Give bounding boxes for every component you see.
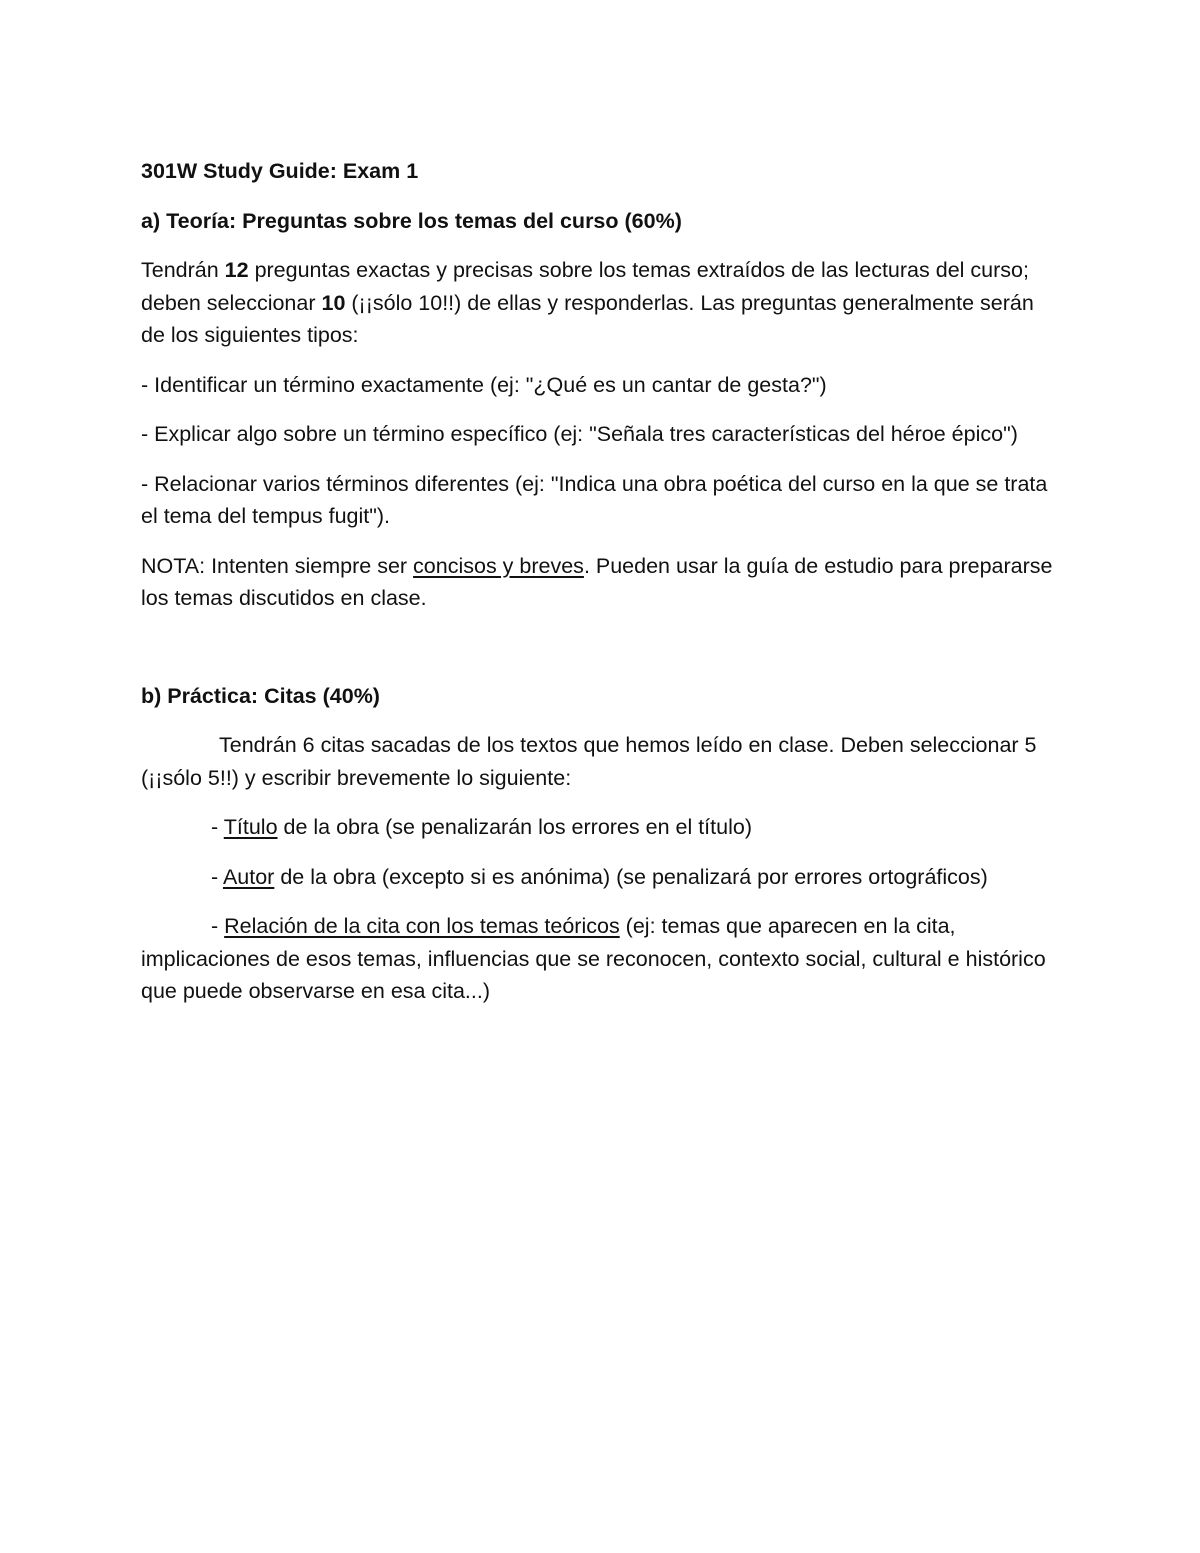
item-2-dash: - [211, 864, 223, 889]
section-b-item-1 [141, 811, 1061, 844]
section-b-intro: Tendrán 6 citas sacadas de los textos que hemos leído en clase. Deben seleccionar 5 (¡¡sólo 5!!) y escribir brevemente lo siguiente: [141, 733, 1037, 790]
item-3-rest: (ej: temas que aparecen en la cita, implicaciones de esos temas, influencias que se reconocen, contexto social, cultural e histórico que puede observarse en esa cita...) [141, 914, 1046, 1003]
section-a-item-2: - Explicar algo sobre un término específico (ej: "Señala tres características del héroe épico") [141, 422, 1018, 446]
intro-text-2: preguntas exactas y precisas sobre los temas extraídos de las lecturas del curso; deben seleccionar [141, 258, 1029, 315]
item-2-underlined: Autor [222, 864, 275, 889]
intro-text-3: (¡¡sólo 10!!) de ellas y responderlas. Las preguntas generalmente serán de los siguientes tipos: [141, 290, 1034, 347]
intro-text-1: Tendrán [141, 258, 225, 282]
section-b-heading: b) Práctica: Citas (40%) [141, 683, 380, 708]
item-3-dash: - [211, 914, 225, 938]
note-text-2: . Pueden usar la guía de estudio para prepararse los temas discutidos en clase. [141, 553, 1053, 610]
item-1-rest: de la obra (se penalizarán los errores en el título) [277, 815, 752, 839]
intro-number-10: 10 [321, 290, 346, 315]
item-2-rest: de la obra (excepto si es anónima) (se penalizará por errores ortográficos) [274, 864, 988, 889]
section-a-item-3: - Relacionar varios términos diferentes (ej: "Indica una obra poética del curso en la que se trata el tema del tempus fugit"). [141, 471, 1048, 528]
section-a-intro [141, 254, 1061, 352]
note-underlined: concisos y breves [413, 553, 584, 578]
document-body [141, 155, 1061, 1025]
section-b-item-2 [141, 861, 1061, 894]
intro-number-12: 12 [224, 258, 249, 282]
item-3-underlined: Relación de la cita con los temas teóricos [224, 914, 620, 938]
note-text-1: NOTA: Intenten siempre ser [141, 553, 414, 578]
item-1-dash: - [211, 815, 224, 839]
section-a-heading: a) Teoría: Preguntas sobre los temas del curso (60%) [141, 208, 682, 233]
section-a-note [141, 550, 1061, 615]
section-spacer [141, 632, 1061, 680]
document-title: 301W Study Guide: Exam 1 [141, 159, 419, 183]
item-1-underlined: Título [223, 815, 278, 839]
section-b-item-3 [141, 910, 1061, 1008]
section-a-item-1: - Identificar un término exactamente (ej: "¿Qué es un cantar de gesta?") [141, 372, 827, 397]
